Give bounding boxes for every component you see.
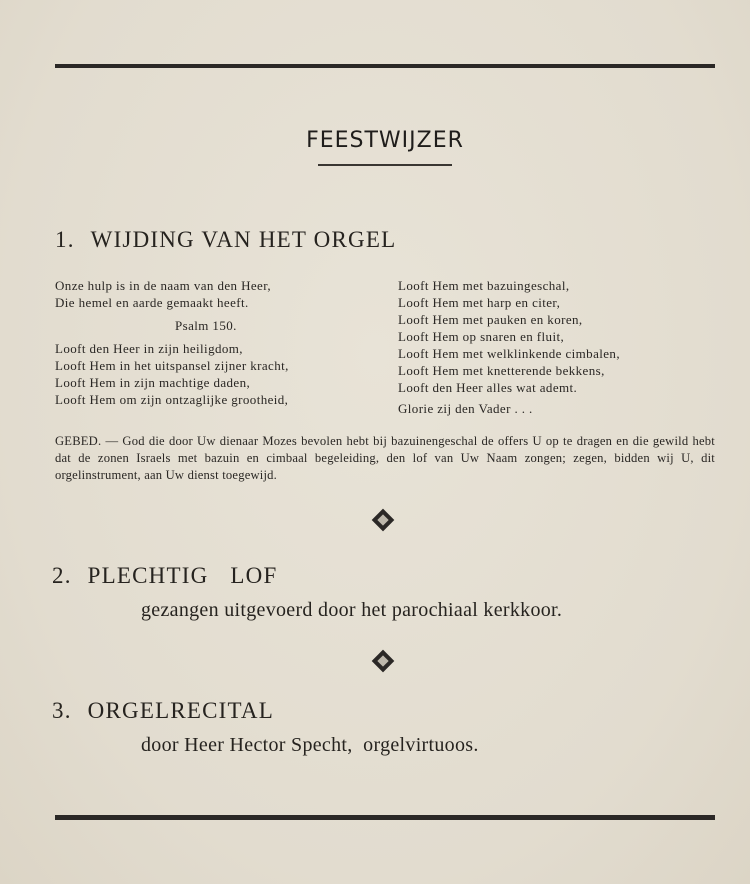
section-2-number: 2. [52, 563, 72, 588]
verse-left-column [55, 277, 385, 408]
verse-line: Looft Hem in het uitspansel zijner kracht, [55, 358, 289, 373]
section-1-number: 1. [55, 227, 75, 252]
verse-line: Onze hulp is in de naam van den Heer, [55, 278, 272, 293]
diamond-ornament-icon [372, 650, 395, 673]
glorie-line: Glorie zij den Vader . . . [398, 401, 533, 416]
verse-line: Looft Hem om zijn ontzaglijke grootheid, [55, 392, 289, 407]
section-3-title: ORGELRECITAL [87, 698, 274, 723]
verse-line: Looft Hem met bazuingeschal, [398, 278, 570, 293]
section-2-heading [52, 563, 277, 589]
top-rule [55, 64, 715, 68]
diamond-ornament-icon [372, 509, 395, 532]
verse-right-column [398, 277, 718, 417]
section-1-heading [55, 227, 396, 253]
section-3-heading [52, 698, 274, 724]
section-2-subtitle: gezangen uitgevoerd door het parochiaal kerkkoor. [141, 599, 563, 621]
verse-line: Looft den Heer in zijn heiligdom, [55, 341, 243, 356]
psalm-reference: Psalm 150. [175, 318, 237, 333]
section-3-number: 3. [52, 698, 72, 723]
section-2-title-word2: LOF [230, 563, 278, 588]
verse-line: Looft Hem met pauken en koren, [398, 312, 583, 327]
verse-line: Looft Hem met harp en citer, [398, 295, 561, 310]
section-3-subtitle: door Heer Hector Specht, orgelvirtuoos. [141, 734, 479, 756]
verse-line: Looft Hem met knetterende bekkens, [398, 363, 605, 378]
bottom-rule [55, 815, 715, 820]
verse-line: Looft den Heer alles wat ademt. [398, 380, 578, 395]
verse-line: Looft Hem in zijn machtige daden, [55, 375, 251, 390]
page-title: FEESTWIJZER [306, 128, 464, 153]
prayer-paragraph: GEBED. — God die door Uw dienaar Mozes bevolen hebt bij bazuinengeschal de offers U op te dragen en die gewild hebt dat de zonen Israels met bazuin en cimbaal begeleiding, den lof van Uw Naam zongen; zegen, bidden wij U, dit orgelinstrument, aan Uw dienst toegewijd. [55, 434, 715, 482]
verse-line: Looft Hem op snaren en fluit, [398, 329, 565, 344]
verse-line: Looft Hem met welklinkende cimbalen, [398, 346, 620, 361]
title-underline [318, 164, 452, 166]
verse-line: Die hemel en aarde gemaakt heeft. [55, 295, 249, 310]
section-2-title-word1: PLECHTIG [87, 563, 209, 588]
section-1-title: WIJDING VAN HET ORGEL [90, 227, 397, 252]
